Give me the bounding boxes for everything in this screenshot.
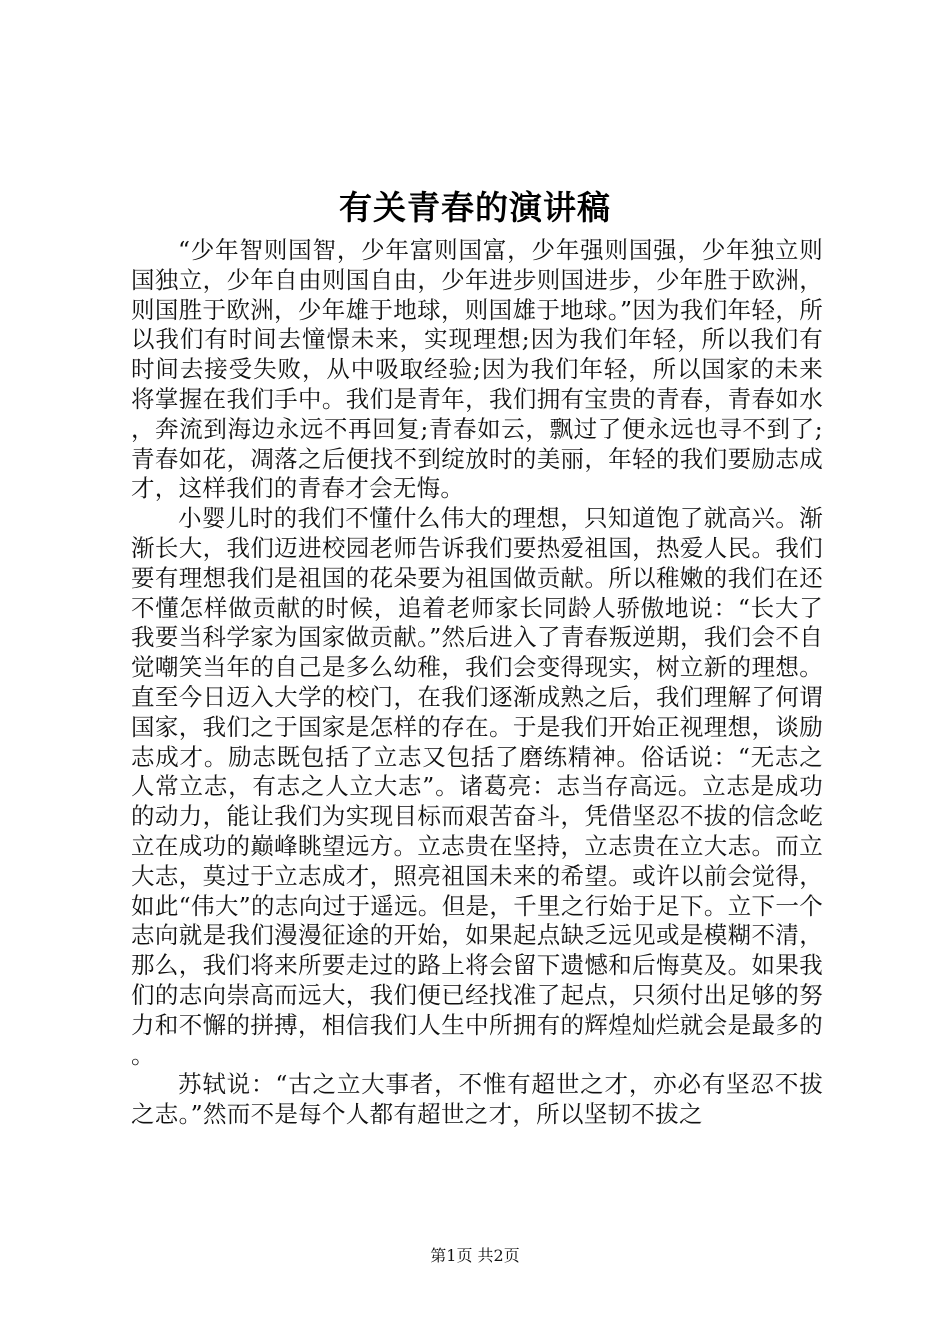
page-number-footer: 第1页 共2页 — [430, 1246, 520, 1265]
paragraph-3: 苏轼说：“古之立大事者，不惟有超世之才，亦必有坚忍不拔之志。”然而不是每个人都有超世之才，所以坚韧不拔之 — [131, 1070, 823, 1129]
paragraph-1: “少年智则国智，少年富则国富，少年强则国强，少年独立则国独立，少年自由则国自由，少年进步则国进步，少年胜于欧洲，则国胜于欧洲，少年雄于地球，则国雄于地球。”因为我们年轻，所以我们有时间去憧憬未来，实现理想;因为我们年轻，所以我们有时间去接受失败，从中吸取经验;因为我们年轻，所以国家的未来将掌握在我们手中。我们是青年，我们拥有宝贵的青春，青春如水，奔流到海边永远不再回复;青春如云，飘过了便永远也寻不到了;青春如花，凋落之后便找不到绽放时的美丽，年轻的我们要励志成才，这样我们的青春才会无悔。 — [131, 236, 823, 503]
paragraph-2: 小婴儿时的我们不懂什么伟大的理想，只知道饱了就高兴。渐渐长大，我们迈进校园老师告诉我们要热爱祖国，热爱人民。我们要有理想我们是祖国的花朵要为祖国做贡献。所以稚嫩的我们在还不懂怎样做贡献的时候，追着老师家长同龄人骄傲地说：“长大了我要当科学家为国家做贡献。”然后进入了青春叛逆期，我们会不自觉嘲笑当年的自己是多么幼稚，我们会变得现实，树立新的理想。直至今日迈入大学的校门，在我们逐渐成熟之后，我们理解了何谓国家，我们之于国家是怎样的存在。于是我们开始正视理想，谈励志成才。励志既包括了立志又包括了磨练精神。俗话说：“无志之人常立志，有志之人立大志”。诸葛亮：志当存高远。立志是成功的动力，能让我们为实现目标而艰苦奋斗，凭借坚忍不拔的信念屹立在成功的巅峰眺望远方。立志贵在坚持，立志贵在立大志。而立大志，莫过于立志成才，照亮祖国未来的希望。或许以前会觉得，如此“伟大”的志向过于遥远。但是，千里之行始于足下。立下一个志向就是我们漫漫征途的开始，如果起点缺乏远见或是模糊不清，那么，我们将来所要走过的路上将会留下遗憾和后悔莫及。如果我们的志向崇高而远大，我们便已经找准了起点，只须付出足够的努力和不懈的拼搏，相信我们人生中所拥有的辉煌灿烂就会是最多的。 — [131, 504, 823, 1069]
document-body — [131, 236, 823, 1130]
document-title: 有关青春的演讲稿 — [339, 188, 611, 227]
